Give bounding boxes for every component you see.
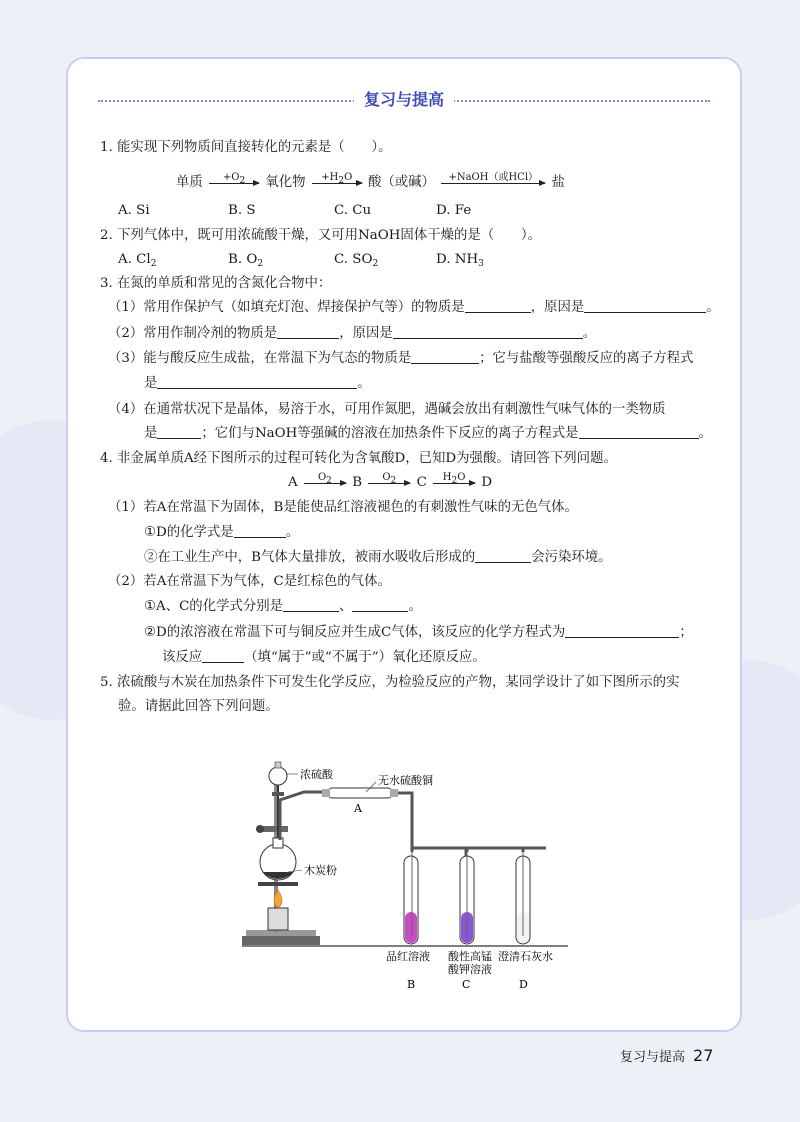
- label-c-solution-1: 酸性高锰: [448, 950, 492, 963]
- label-b: B: [407, 978, 416, 991]
- q4-part2-iii: 该反应 （填“属于”或“不属于”）氧化还原反应。: [162, 650, 486, 665]
- page-footer: [620, 1046, 713, 1065]
- q3-part4: （4）在通常状况下是晶体，易溶于水，可用作氮肥，遇碱会放出有刺激性气味气体的一类物质: [108, 402, 666, 417]
- reaction-arrow: +H2O: [312, 182, 362, 183]
- chain-item: 氧化物: [265, 175, 306, 190]
- tube-stopper: [322, 789, 330, 797]
- q2-option-d: D. $NH_3$: [436, 252, 484, 269]
- label-d-solution: 澄清石灰水: [498, 950, 553, 963]
- q2-stem: 2. 下列气体中，既可用浓硫酸干燥，又可用NaOH固体干燥的是（ ）。: [100, 228, 542, 243]
- q1-chain: [176, 174, 565, 192]
- q1-option-b: B. S: [228, 203, 256, 218]
- answer-blank[interactable]: [202, 650, 244, 663]
- reaction-arrow: +NaOH（或HCl）: [441, 182, 545, 183]
- q2-option-a: A. $Cl_2$: [118, 252, 157, 269]
- section-header: [98, 89, 710, 113]
- answer-blank[interactable]: [352, 599, 408, 612]
- connecting-tube: [467, 848, 523, 852]
- answer-blank[interactable]: [584, 300, 706, 313]
- q1-option-a: A. Si: [118, 203, 150, 218]
- funnel-stopper: [275, 762, 281, 768]
- footer-section: 复习与提高: [620, 1050, 686, 1065]
- label-c-solution-2: 酸钾溶液: [448, 963, 492, 976]
- q1-option-c: C. Cu: [334, 203, 372, 218]
- q1-option-d: D. Fe: [436, 203, 472, 218]
- answer-blank[interactable]: [283, 599, 339, 612]
- label-cuso4: 无水硫酸铜: [378, 774, 433, 787]
- label-d: D: [519, 978, 528, 991]
- label-tube-a: A: [354, 802, 362, 815]
- stand-base-top: [246, 930, 316, 936]
- solution-b: [405, 912, 417, 943]
- page-title: 复习与提高: [354, 90, 454, 109]
- funnel-stopcock: [272, 792, 284, 796]
- answer-blank[interactable]: [393, 326, 583, 339]
- label-acid: 浓硫酸: [300, 768, 333, 781]
- wire-gauze: [258, 882, 298, 886]
- q4-part2: （2）若A在常温下为气体，C是红棕色的气体。: [108, 574, 391, 589]
- stand-base: [242, 936, 320, 945]
- page-number: 27: [693, 1046, 714, 1065]
- q3-part3-cont: 是 。: [144, 376, 371, 391]
- q3-stem: 3. 在氮的单质和常见的含氮化合物中：: [100, 276, 332, 291]
- q4-part1: （1）若A在常温下为固体，B是能使品红溶液褪色的有刺激性气味的无色气体。: [108, 500, 578, 515]
- answer-blank[interactable]: [465, 300, 531, 313]
- chain-item: 单质: [176, 175, 203, 190]
- reaction-arrow: +O2: [209, 182, 259, 183]
- q4-part2-ii: ②D的浓溶液在常温下可与铜反应并生成C气体，该反应的化学方程式为 ；: [144, 625, 693, 640]
- answer-blank[interactable]: [234, 525, 286, 538]
- clamp-screw: [256, 825, 264, 833]
- q3-part1: （1）常用作保护气（如填充灯泡、焊接保护气等）的物质是 ，原因是 。: [108, 300, 720, 315]
- connecting-tube: [412, 848, 467, 852]
- tube-stopper: [390, 789, 398, 797]
- q5-stem: 5. 浓硫酸与木炭在加热条件下可发生化学反应，为检验反应的产物，某同学设计了如下图所示的实: [100, 675, 680, 690]
- alcohol-lamp: [268, 908, 288, 930]
- apparatus-figure: [236, 740, 576, 992]
- label-c: C: [462, 978, 471, 991]
- q5-stem-cont: 验。请据此回答下列问题。: [118, 699, 279, 714]
- q4-part1-ii: ②在工业生产中，B气体大量排放，被雨水吸收后形成的 会污染环境。: [144, 550, 612, 565]
- reaction-arrow: H2O: [433, 482, 475, 483]
- q2-option-c: C. $SO_2$: [334, 252, 379, 269]
- q1-stem: 1. 能实现下列物质间直接转化的元素是（ ）。: [100, 140, 392, 155]
- separatory-funnel: [269, 767, 287, 785]
- answer-blank[interactable]: [579, 426, 699, 439]
- drying-tube-a: [328, 788, 392, 798]
- delivery-tube: [280, 792, 326, 840]
- answer-blank[interactable]: [565, 625, 679, 638]
- q4-part1-i: ①D的化学式是 。: [144, 525, 300, 540]
- q4-stem: 4. 非金属单质A经下图所示的过程可转化为含氧酸D，已知D为强酸。请回答下列问题。: [100, 451, 617, 466]
- answer-blank[interactable]: [157, 376, 357, 389]
- chain-item: 盐: [551, 175, 565, 190]
- chain-item: 酸（或碱）: [368, 175, 435, 190]
- reaction-arrow: O2: [304, 482, 346, 483]
- answer-blank[interactable]: [277, 326, 339, 339]
- q2-option-b: B. $O_2$: [228, 252, 264, 269]
- q4-part2-i: ①A、C的化学式分别是 、 。: [144, 599, 422, 614]
- reaction-arrow: O2: [368, 482, 410, 483]
- answer-blank[interactable]: [411, 351, 479, 364]
- q4-chain: A O2 B O2 C H2O D: [288, 472, 493, 490]
- q3-part4-cont: 是 ；它们与NaOH等强碱的溶液在加热条件下反应的离子方程式是 。: [144, 426, 712, 441]
- answer-blank[interactable]: [475, 550, 531, 563]
- answer-blank[interactable]: [157, 426, 201, 439]
- q3-part3: （3）能与酸反应生成盐，在常温下为气态的物质是 ；它与盐酸等强酸反应的离子方程式: [108, 351, 694, 366]
- q3-part2: （2）常用作制冷剂的物质是 ，原因是 。: [108, 326, 597, 341]
- charcoal-powder: [262, 872, 294, 879]
- label-b-solution: 品红溶液: [386, 950, 430, 963]
- header-title-wrap: [98, 87, 710, 110]
- label-charcoal: 木炭粉: [304, 864, 337, 877]
